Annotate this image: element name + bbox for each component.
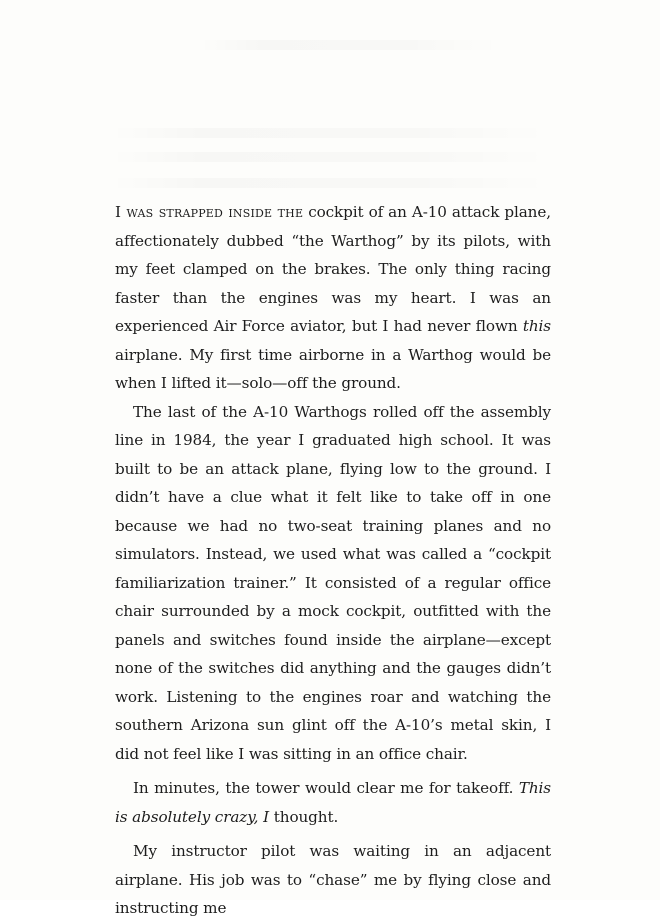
bleed-through-mark xyxy=(110,178,550,188)
emphasis-thought: This is absolutely crazy, I xyxy=(115,779,551,826)
bleed-through-mark xyxy=(110,152,550,162)
paragraph-2: The last of the A-10 Warthogs rolled off the assembly line in 1984, the year I graduated high school. It was built to be an attack plane, flying low to the ground. I didn’t have a clue what it felt like to take off in one because we had no two-seat training planes and no simulators. Instead, we used what was called a “cockpit familiarization trainer.” It consisted of a regular office chair surrounded by a mock cockpit, outfitted with the panels and switches found inside the airplane—except none of the switches did anything and the gauges didn’t work. Listening to the engines roar and watching the southern Arizona sun glint off the A-10’s metal skin, I did not feel like I was sitting in an office chair. xyxy=(115,402,551,763)
emphasis-word: this xyxy=(522,317,551,335)
paragraph-3-text-a: In minutes, the tower would clear me for takeoff. xyxy=(133,779,519,797)
paragraph-1 xyxy=(115,198,551,398)
paragraph-3-text-b: thought. xyxy=(269,807,339,826)
paragraph-4: My instructor pilot was waiting in an adjacent airplane. His job was to “chase” me by flying close and instructing me xyxy=(115,842,551,917)
opening-caps: I was strapped inside the xyxy=(115,203,304,221)
bleed-through-mark xyxy=(110,128,550,138)
paragraph-1-text-b: airplane. My first time airborne in a Warthog would be when I lifted it—solo—off the ground. xyxy=(115,345,551,392)
bleed-through-mark xyxy=(200,40,500,50)
paragraph-3 xyxy=(115,774,551,831)
paragraph-1-text-a: cockpit of an A-10 attack plane, affectionately dubbed “the Warthog” by its pilots, with my feet clamped on the brakes. The only thing racing faster than the engines was my heart. I was an experienced Air Force aviator, but I had never flown xyxy=(115,203,551,335)
body-text xyxy=(115,198,551,923)
